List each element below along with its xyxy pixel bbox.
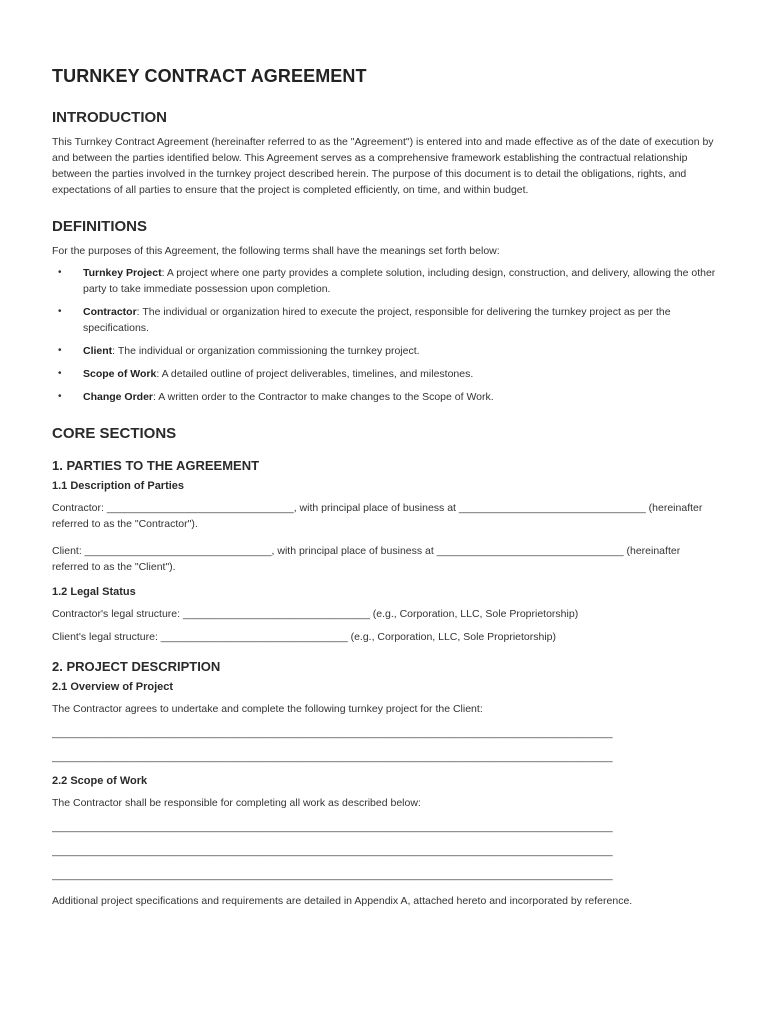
scope-blank-lines (52, 821, 718, 881)
client-legal-structure: Client's legal structure: ________________________________ (e.g., Corporation, LLC, Sole Proprietorship) (52, 631, 557, 643)
blank-fill-line: ________________________________________________________________________________________________ (52, 727, 613, 739)
overview-blank-lines (52, 727, 718, 763)
definition-term: Change Order (83, 391, 154, 403)
bullet-icon: • (58, 345, 62, 356)
description-of-parties-heading: 1.1 Description of Parties (52, 480, 185, 492)
definition-item-contractor (52, 304, 718, 336)
client-party-text: Client: ________________________________, with principal place of business at ________________________________ (hereinafter referred to as the "Client"). (52, 545, 681, 573)
blank-fill-line: ________________________________________________________________________________________________ (52, 845, 613, 857)
legal-status-heading: 1.2 Legal Status (52, 586, 136, 598)
definition-term: Contractor (83, 306, 137, 318)
scope-text: The Contractor shall be responsible for completing all work as described below: (52, 797, 421, 809)
contractor-party-text: Contractor: ________________________________, with principal place of business at ________________________________ (hereinafter referred to as the "Contractor"). (52, 502, 703, 530)
definition-text: : The individual or organization commissioning the turnkey project. (112, 345, 420, 357)
definition-term: Turnkey Project (83, 267, 162, 279)
overview-heading: 2.1 Overview of Project (52, 681, 174, 693)
contractor-legal-structure: Contractor's legal structure: ________________________________ (e.g., Corporation, LLC, Sole Proprietorship) (52, 608, 579, 620)
bullet-icon: • (58, 368, 62, 379)
definitions-intro: For the purposes of this Agreement, the following terms shall have the meanings set forth below: (52, 245, 500, 257)
document-title: TURNKEY CONTRACT AGREEMENT (52, 66, 367, 86)
bullet-icon: • (58, 306, 62, 317)
definition-item-change-order (52, 389, 718, 405)
introduction-paragraph: This Turnkey Contract Agreement (hereinafter referred to as the "Agreement") is entered into and made effective as of the date of execution by and between the parties identified below. This Agreement serves as a comprehensive framework establishing the contractual relationship between the parties involved in the turnkey project described herein. The purpose of this document is to detail the obligations, rights, and expectations of all parties to ensure that the project is completed efficiently, on time, and within budget. (52, 136, 714, 196)
definition-text: : A written order to the Contractor to make changes to the Scope of Work. (153, 391, 494, 403)
definition-item-client (52, 343, 718, 359)
definitions-list (52, 265, 718, 405)
blank-fill-line: ________________________________________________________________________________________________ (52, 869, 613, 881)
definition-text: : A detailed outline of project deliverables, timelines, and milestones. (156, 368, 474, 380)
definition-text: : A project where one party provides a complete solution, including design, construction, and delivery, allowing the other party to take immediate possession upon completion. (83, 267, 716, 295)
scope-of-work-heading: 2.2 Scope of Work (52, 775, 148, 787)
definition-term: Client (83, 345, 113, 357)
definition-term: Scope of Work (83, 368, 157, 380)
parties-heading: 1. PARTIES TO THE AGREEMENT (52, 458, 260, 473)
overview-text: The Contractor agrees to undertake and complete the following turnkey project for the Client: (52, 703, 483, 715)
appendix-reference-text: Additional project specifications and requirements are detailed in Appendix A, attached hereto and incorporated by reference. (52, 895, 633, 907)
bullet-icon: • (58, 267, 62, 278)
introduction-heading: INTRODUCTION (52, 109, 167, 126)
definition-text: : The individual or organization hired to execute the project, responsible for delivering the turnkey project as per the specifications. (83, 306, 671, 334)
blank-fill-line: ________________________________________________________________________________________________ (52, 821, 613, 833)
definition-item-scope-of-work (52, 366, 718, 382)
bullet-icon: • (58, 391, 62, 402)
blank-fill-line: ________________________________________________________________________________________________ (52, 751, 613, 763)
project-description-heading: 2. PROJECT DESCRIPTION (52, 659, 221, 674)
core-sections-heading: CORE SECTIONS (52, 425, 177, 442)
definitions-heading: DEFINITIONS (52, 218, 148, 235)
document-content (52, 66, 718, 909)
definition-item-turnkey-project (52, 265, 718, 297)
